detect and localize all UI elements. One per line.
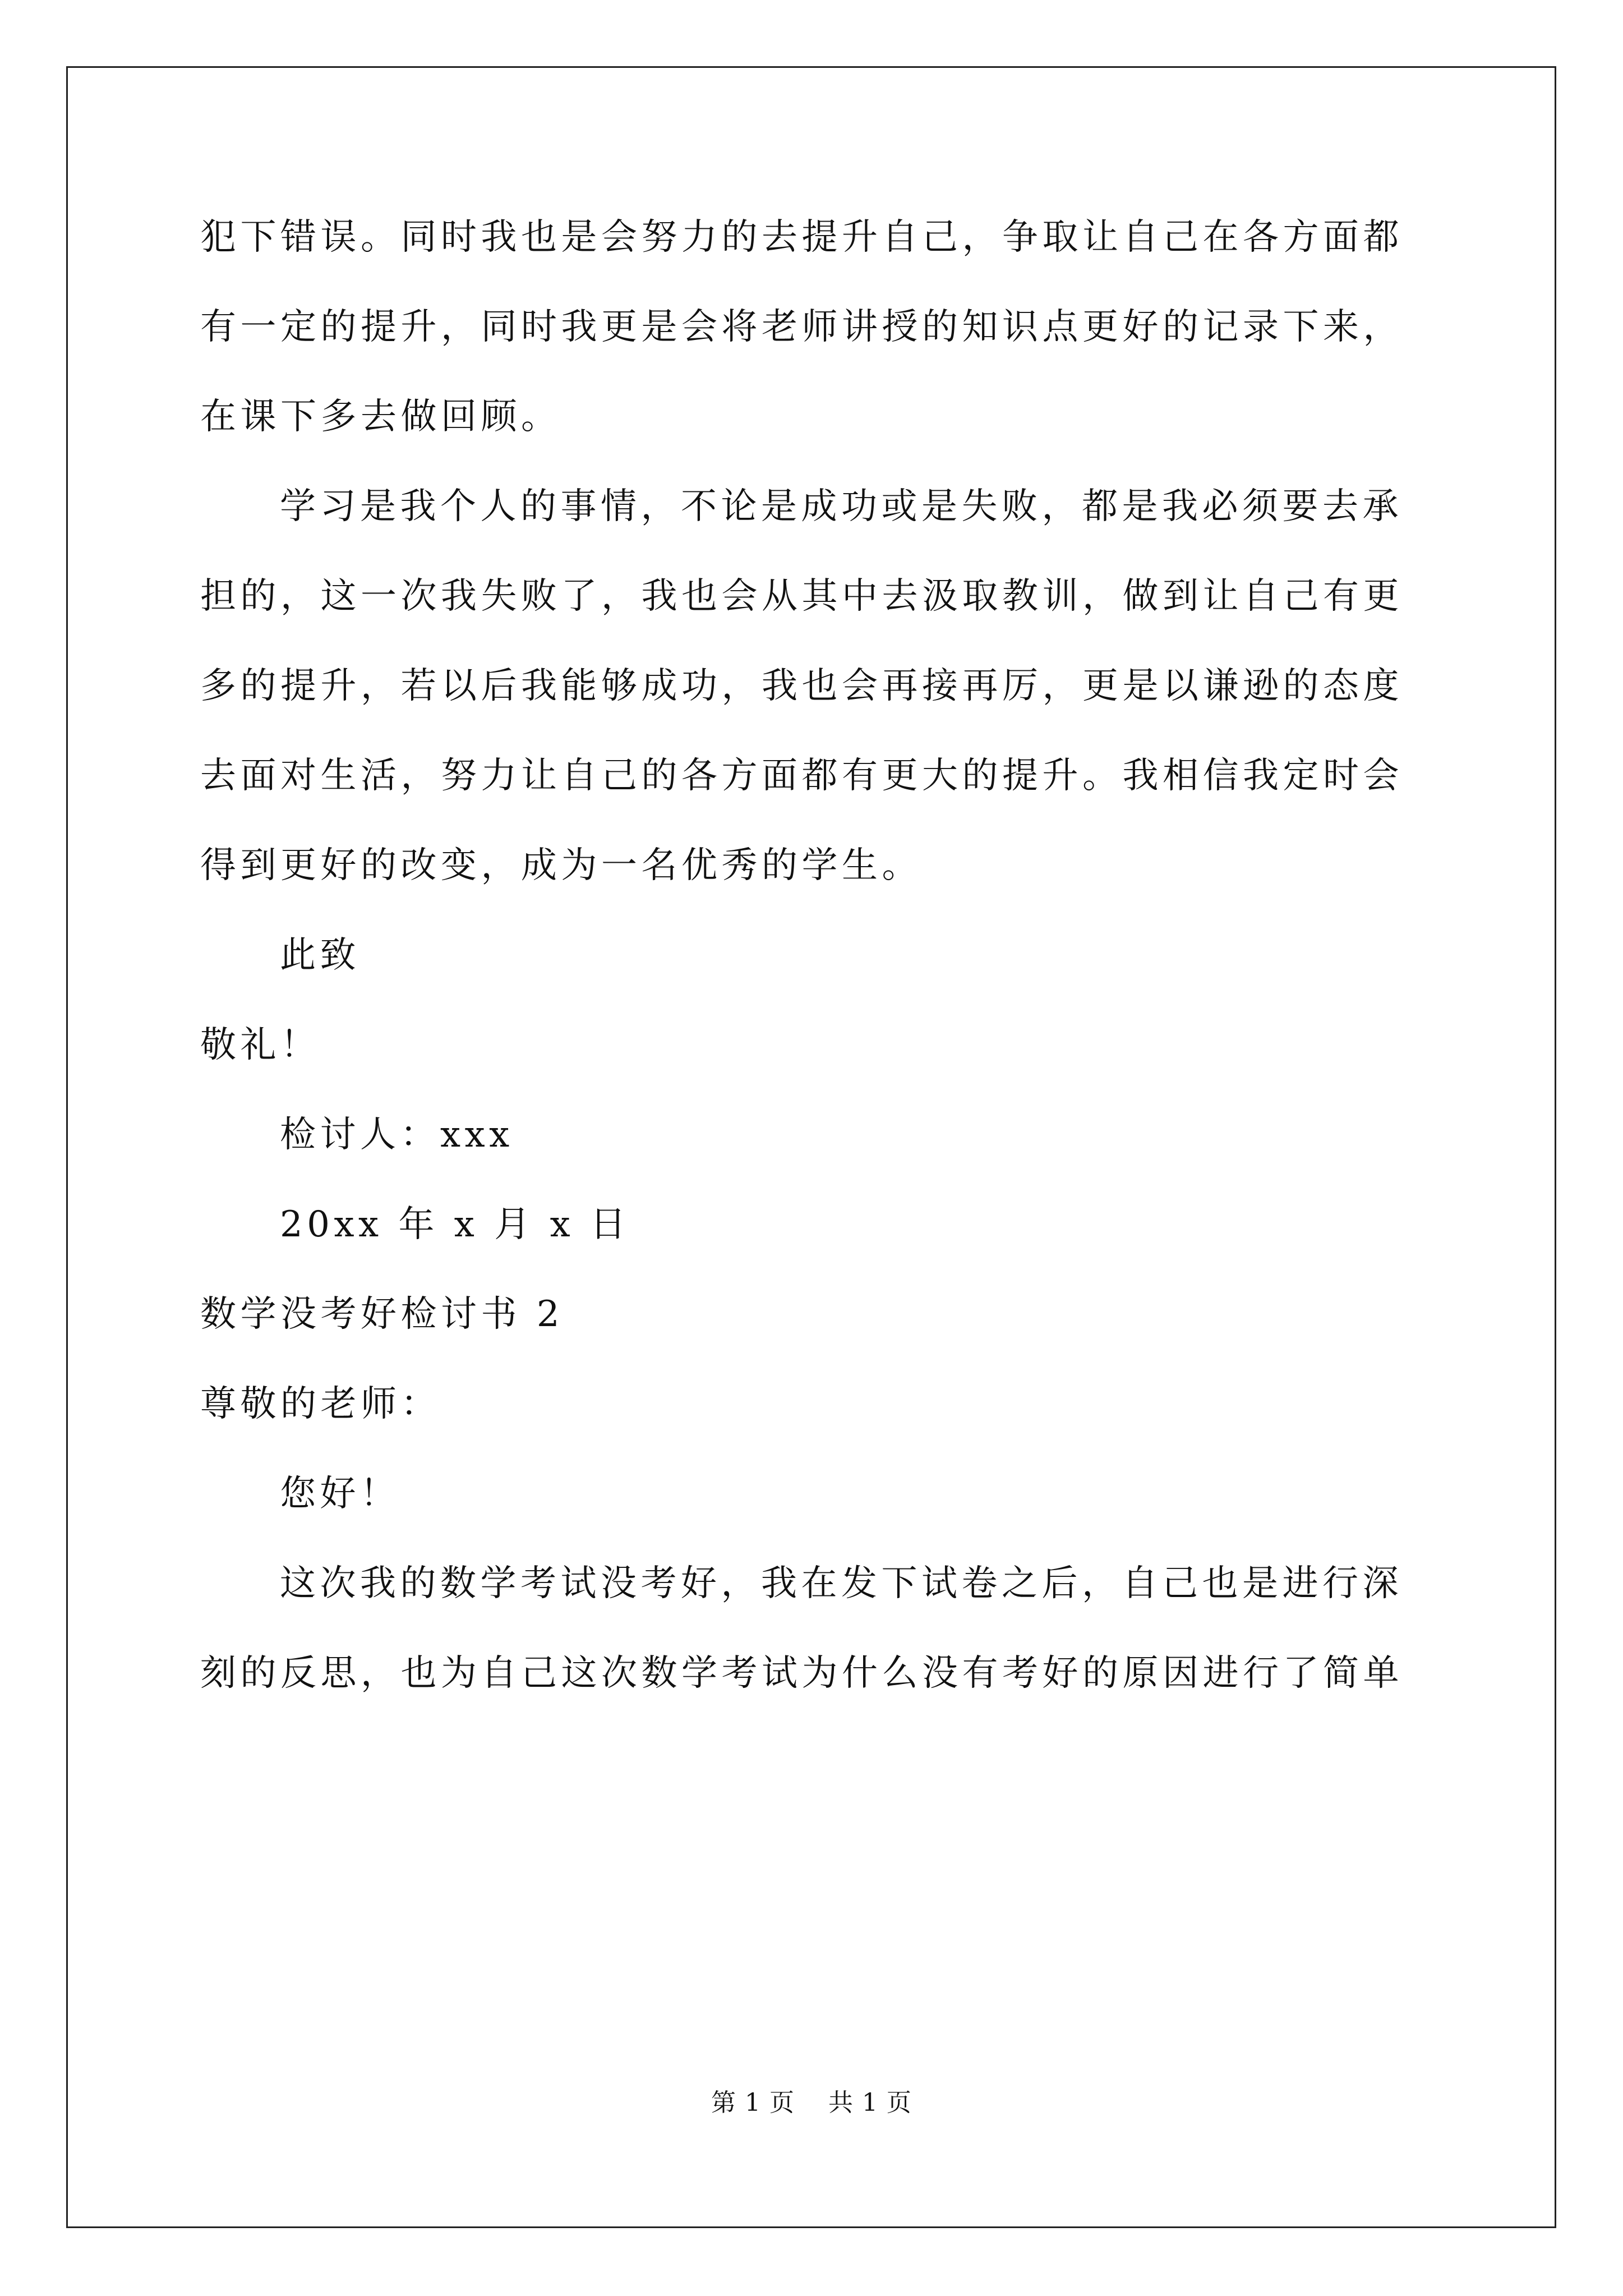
closing-salutation: 此致 (280, 935, 360, 976)
page-footer (0, 2086, 1623, 2120)
body-line-7: 去面对生活，努力让自己的各方面都有更大的提升。我相信我定时会 (200, 755, 1403, 797)
body-line-6: 多的提升，若以后我能够成功，我也会再接再厉，更是以谦逊的态度 (200, 665, 1403, 707)
body-line-9: 这次我的数学考试没考好，我在发下试卷之后，自己也是进行深 (280, 1563, 1403, 1604)
body-line-4: 学习是我个人的事情，不论是成功或是失败，都是我必须要去承 (280, 486, 1403, 527)
body-line-8: 得到更好的改变，成为一名优秀的学生。 (200, 845, 922, 886)
body-line-2: 有一定的提升，同时我更是会将老师讲授的知识点更好的记录下来， (200, 306, 1403, 348)
body-line-5: 担的，这一次我失败了，我也会从其中去汲取教训，做到让自己有更 (200, 576, 1403, 617)
section-title: 数学没考好检讨书 2 (200, 1294, 564, 1335)
page-number: 第 1 页 (711, 2088, 795, 2117)
letter-hello: 您好！ (280, 1473, 400, 1515)
body-line-3: 在课下多去做回顾。 (200, 396, 561, 438)
body-line-10: 刻的反思，也为自己这次数学考试为什么没有考好的原因进行了简单 (200, 1653, 1403, 1694)
signature-line: 检讨人：xxx (280, 1114, 514, 1156)
letter-greeting: 尊敬的老师： (200, 1383, 441, 1425)
body-line-1: 犯下错误。同时我也是会努力的去提升自己，争取让自己在各方面都 (200, 217, 1403, 258)
date-line: 20xx 年 x 月 x 日 (280, 1204, 630, 1245)
page-total: 共 1 页 (828, 2088, 912, 2117)
closing-respect: 敬礼！ (200, 1024, 321, 1066)
